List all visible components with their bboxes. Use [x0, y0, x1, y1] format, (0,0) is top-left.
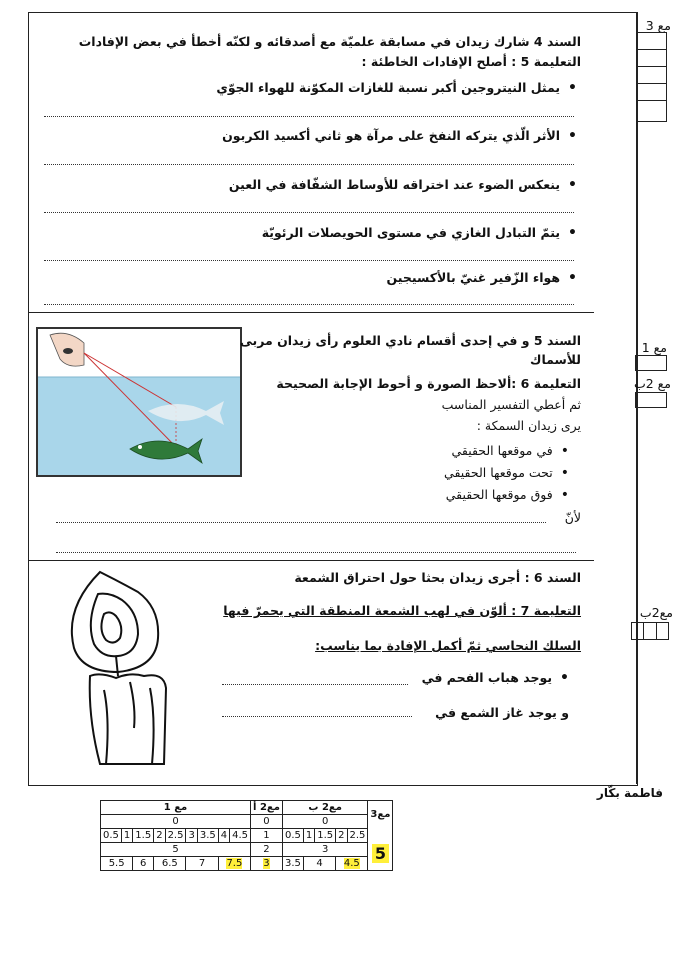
s5-instruction-a [276, 376, 581, 391]
because-label: لأنّ [564, 510, 581, 525]
s4-item-5: • هواء الزّفير غنيّ بالأكسيجين [387, 270, 577, 286]
crit1-header: مع 1 [101, 801, 251, 815]
crit2b-max: 3 [282, 843, 367, 857]
candle-flame-illustration [60, 568, 190, 772]
crit2a-zero: 0 [251, 815, 283, 829]
s5-intro-2: للأسماك [529, 352, 581, 367]
cell [218, 857, 250, 871]
cell: 5.5 [101, 857, 133, 871]
fish-tank-illustration [38, 329, 240, 475]
score-highlight: 3 [263, 858, 270, 869]
crit1-zero: 0 [101, 815, 251, 829]
answer-line[interactable] [56, 522, 546, 523]
crit2a-header: مع2 أ [251, 801, 283, 815]
s4-item-4: • يتمّ التبادل الغازي في مستوى الحويصلات الرئويّة [262, 225, 577, 241]
cell: 3 [186, 829, 197, 843]
cell: 4 [218, 829, 229, 843]
crit2b-box-a [635, 392, 667, 408]
score-highlight: 4.5 [343, 858, 360, 869]
crit2b-header: مع2 ب [282, 801, 367, 815]
cell: 6 [133, 857, 154, 871]
fill-blank-2[interactable] [222, 716, 412, 717]
s6-instruction-b: السلك النحاسي ثمّ أكمل الإفادة بما يناسب: [315, 638, 581, 653]
candle-drawing[interactable] [60, 568, 190, 772]
cell: 3.5 [282, 857, 303, 871]
crit2b-label-b: مع2ب [639, 605, 673, 620]
s5-intro: السند 5 و في إحدى أقسام نادي العلوم رأى زيدان مربى [239, 333, 581, 348]
cell: 4.5 [230, 829, 251, 843]
answer-line[interactable] [44, 164, 574, 165]
cell: 4 [303, 857, 335, 871]
cell: 1 [303, 829, 314, 843]
option-above-position[interactable]: • فوق موقعها الحقيقي [446, 487, 569, 503]
cell: 0.5 [282, 829, 303, 843]
crit3-label: مع 3 [645, 18, 671, 33]
fish-tank-image [36, 327, 242, 477]
cell: 1.5 [133, 829, 154, 843]
crit1-label: مع 1 [641, 340, 667, 355]
cell: 2 [336, 829, 347, 843]
s4-intro: السند 4 شارك زيدان في مسابقة علميّة مع أصدقائه و لكنّه أخطأ في بعض الإفادات [78, 34, 581, 49]
section-divider-1 [28, 312, 594, 313]
crit2b-label-a: مع 2ب [633, 376, 671, 391]
s4-item-1: • يمثل النيتروجين أكبر نسبة للغازات المكوّنة للهواء الجوّي [216, 80, 577, 96]
s6-fill-2: و يوجد غاز الشمع في [435, 705, 569, 720]
cell: 6.5 [154, 857, 186, 871]
cell: 1 [121, 829, 132, 843]
cell [251, 857, 283, 871]
s4-item-3: • ينعكس الضوء عند اختراقه للأوساط الشفّافة في العين [229, 177, 577, 193]
answer-line[interactable] [44, 212, 574, 213]
s5-instruction-a-text: التعليمة 6 :ألاحظ الصورة و أحوط الإجابة الصحيحة [276, 376, 581, 391]
grading-table [100, 800, 393, 871]
crit3-header: مع3 [370, 808, 391, 820]
fill-blank-1[interactable] [222, 684, 408, 685]
answer-line[interactable] [56, 552, 576, 553]
s6-instruction-a: التعليمة 7 : ألوّن في لهب الشمعة المنطقة التي يحمرّ فيها [223, 603, 581, 618]
s4-instruction: التعليمة 5 : أصلح الإفادات الخاطئة : [361, 54, 581, 69]
crit3-col [368, 801, 393, 871]
cell: 1 [251, 829, 283, 843]
answer-line[interactable] [44, 304, 574, 305]
s6-intro: السند 6 : أجرى زيدان بحثا حول احتراق الشمعة [294, 570, 581, 585]
cell: 2 [154, 829, 165, 843]
s6-fill-1: • يوجد هباب الفحم في [422, 670, 569, 686]
crit3-final-score: 5 [372, 844, 389, 863]
section-divider-2 [28, 560, 594, 561]
cell [336, 857, 368, 871]
author-name: فاطمة بكّار [596, 786, 663, 800]
answer-line[interactable] [44, 116, 574, 117]
answer-line[interactable] [44, 260, 574, 261]
option-real-position[interactable]: • في موقعها الحقيقي [451, 443, 569, 459]
s4-item-2: • الأثر الّذي يتركه النفخ على مرآة هو ثاني أكسيد الكربون [222, 128, 577, 144]
cell: 1.5 [315, 829, 336, 843]
cell: 2.5 [165, 829, 186, 843]
cell: 7 [186, 857, 218, 871]
crit1-max: 5 [101, 843, 251, 857]
crit3-boxes [637, 32, 667, 122]
score-highlight: 7.5 [226, 858, 243, 869]
option-below-position[interactable]: • تحت موقعها الحقيقي [444, 465, 569, 481]
cell: 2.5 [347, 829, 368, 843]
crit2b-zero: 0 [282, 815, 367, 829]
crit1-box [635, 355, 667, 371]
crit2b-box-b [631, 622, 669, 640]
s5-question: يرى زيدان السمكة : [476, 418, 581, 433]
s5-instruction-b: ثم أعطي التفسير المناسب [441, 397, 581, 412]
cell: 3.5 [197, 829, 218, 843]
crit2a-max: 2 [251, 843, 283, 857]
cell: 0.5 [101, 829, 122, 843]
